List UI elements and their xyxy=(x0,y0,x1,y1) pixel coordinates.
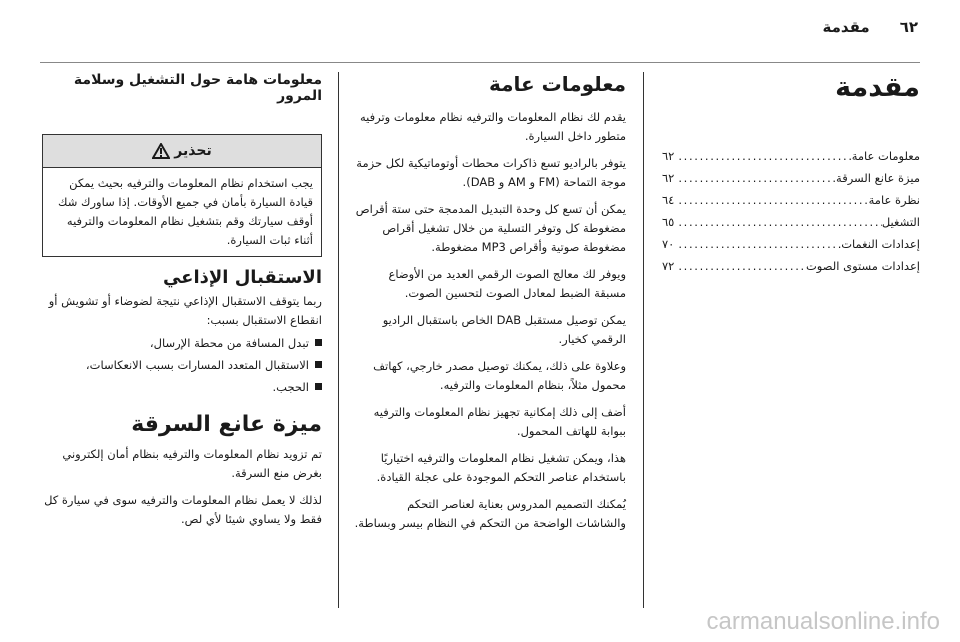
toc-entry[interactable] xyxy=(662,145,920,167)
page-header xyxy=(40,12,918,42)
column-general-information xyxy=(354,72,626,541)
paragraph: يتوفر بالراديو تسع ذاكرات محطات أوتوماتيكية لكل حزمة موجة التماحة (FM و AM و DAB). xyxy=(356,156,626,189)
column-divider-right xyxy=(643,72,644,608)
paragraph: يمكن توصيل مستقبل DAB الخاص باستقبال الراديو الرقمي كخيار. xyxy=(382,313,626,346)
list-item-text: تبدل المسافة من محطة الإرسال، xyxy=(149,336,309,350)
header-rule xyxy=(40,62,920,63)
toc-leader xyxy=(678,211,881,233)
paragraph: وعلاوة على ذلك، يمكنك توصيل مصدر خارجي، كهاتف محمول مثلاً، بنظام المعلومات والترفيه. xyxy=(373,359,626,392)
warning-text: يجب استخدام نظام المعلومات والترفيه بحيث يمكن قيادة السيارة بأمان في جميع الأوقات. إذا ساورك شك أوقف سيارتك وقم بتشغيل نظام المعلومات والترفيه أثناء ثبات السيارة. xyxy=(58,176,313,247)
toc-label: ميزة عانع السرقة xyxy=(836,171,920,185)
toc-label: إعدادات مستوى الصوت xyxy=(805,259,920,273)
paragraph: يمكن أن تسع كل وحدة التبديل المدمجة حتى ستة أقراص مضغوطة كل وتوفر التسلية من خلال تشغيل أقراص مضغوطة صوتية وأقراص MP3 مضغوطة. xyxy=(355,202,626,254)
paragraph: هذا، ويمكن تشغيل نظام المعلومات والترفيه اختياريًا باستخدام عناصر التحكم الموجودة على عجلة القيادة. xyxy=(376,451,626,484)
list-item xyxy=(42,332,322,354)
toc-entry[interactable] xyxy=(662,167,920,189)
paragraph: يُمكنك التصميم المدروس بعناية لعناصر التحكم والشاشات الواضحة من التحكم في النظام بيسر وبساطة. xyxy=(354,497,626,530)
toc-page: ٧٢ xyxy=(662,259,675,273)
toc-label: نظرة عامة xyxy=(868,193,920,207)
toc-leader xyxy=(678,255,806,277)
paragraph: تم تزويد نظام المعلومات والترفيه بنظام أمان إلكتروني بغرض منع السرقة. xyxy=(62,447,322,480)
toc-label: إعدادات النغمات xyxy=(841,237,920,251)
list-item-text: الحجب. xyxy=(272,380,309,394)
paragraph: يقدم لك نظام المعلومات والترفيه نظام معلومات وترفيه متطور داخل السيارة. xyxy=(360,110,626,143)
column-safety xyxy=(42,72,322,537)
list-item xyxy=(42,376,322,398)
toc-entry[interactable] xyxy=(662,211,920,233)
toc-leader xyxy=(678,189,868,211)
column-divider-left xyxy=(338,72,339,608)
toc-leader xyxy=(678,145,851,167)
safety-title: معلومات هامة حول التشغيل وسلامة المرور xyxy=(73,72,322,104)
toc-entry[interactable] xyxy=(662,189,920,211)
radio-reception-intro: ربما يتوقف الاستقبال الإذاعي نتيجة لضوضاء أو تشويش أو انقطاع الاستقبال بسبب: xyxy=(48,294,322,327)
toc-entry[interactable] xyxy=(662,233,920,255)
list-item xyxy=(42,354,322,376)
bullet-square-icon xyxy=(315,361,322,368)
paragraph: لذلك لا يعمل نظام المعلومات والترفيه سوى في سيارة كل فقط ولا يساوي شيئا لأي لص. xyxy=(44,493,322,526)
bullet-square-icon xyxy=(315,339,322,346)
warning-heading: تحذير xyxy=(174,143,212,159)
page-number: ٦٢ xyxy=(899,18,918,36)
list-item-text: الاستقبال المتعدد المسارات بسبب الانعكاسات، xyxy=(85,358,309,372)
toc-page: ٦٢ xyxy=(662,171,675,185)
anti-theft-title: ميزة عانع السرقة xyxy=(131,412,322,437)
toc-leader xyxy=(678,233,841,255)
bullet-square-icon xyxy=(315,383,322,390)
warning-box xyxy=(42,134,322,257)
column-introduction xyxy=(662,72,920,277)
toc-entry[interactable] xyxy=(662,255,920,277)
paragraph: أضف إلى ذلك إمكانية تجهيز نظام المعلومات والترفيه ببوابة للهاتف المحمول. xyxy=(373,405,626,438)
toc-label: التشغيل xyxy=(881,215,920,229)
toc-page: ٦٢ xyxy=(662,149,675,163)
paragraph: ويوفر لك معالج الصوت الرقمي العديد من الأوضاع مسبقة الضبط لمعادل الصوت لتحسين الصوت. xyxy=(388,267,626,300)
general-information-title: معلومات عامة xyxy=(488,72,626,96)
watermark: carmanualsonline.info xyxy=(706,608,940,635)
radio-reception-title: الاستقبال الإذاعي xyxy=(162,267,322,288)
toc-page: ٦٥ xyxy=(662,215,675,229)
toc-page: ٧٠ xyxy=(662,237,675,251)
table-of-contents xyxy=(662,145,920,277)
toc-page: ٦٤ xyxy=(662,193,675,207)
toc-leader xyxy=(678,167,836,189)
warning-triangle-icon xyxy=(152,143,170,159)
warning-header xyxy=(43,135,321,168)
running-section-title: مقدمة xyxy=(822,18,870,36)
introduction-title: مقدمة xyxy=(835,72,920,103)
toc-label: معلومات عامة xyxy=(851,149,920,163)
